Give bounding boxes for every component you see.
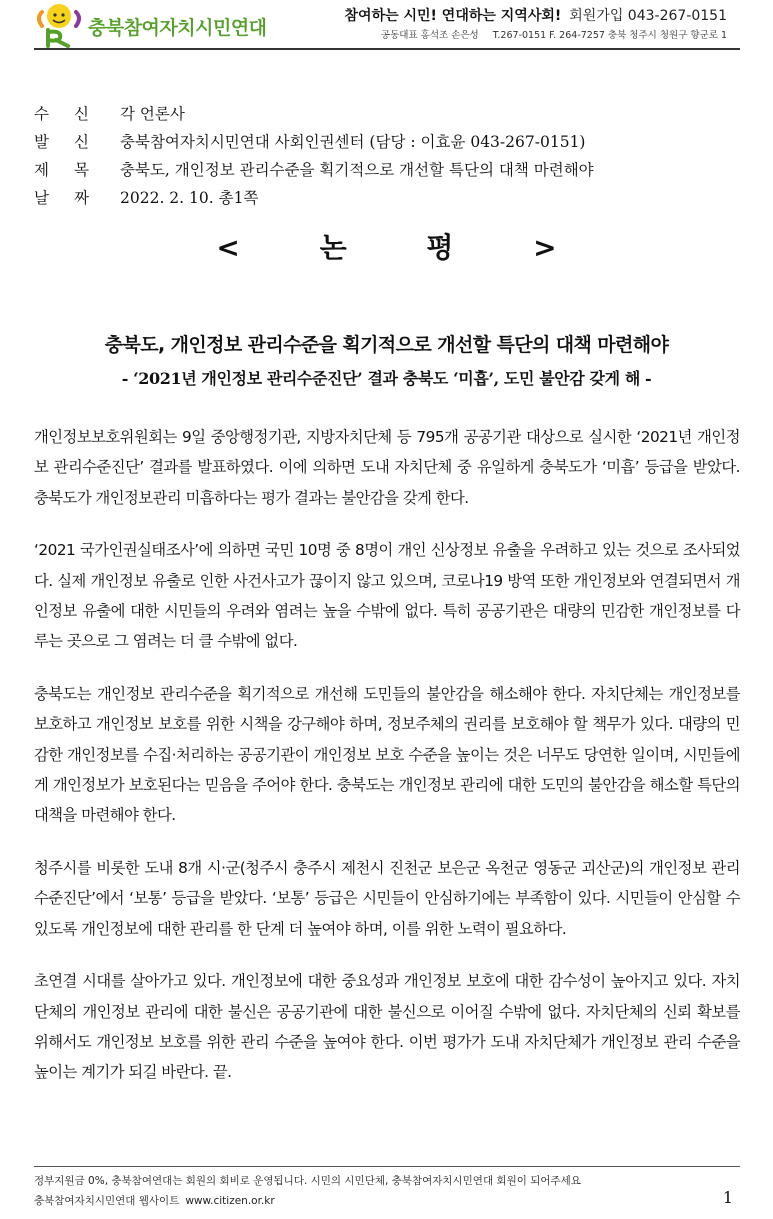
paragraph: 충북도는 개인정보 관리수준을 획기적으로 개선해 도민들의 불안감을 해소해야 한다. 자치단체는 개인정보를 보호하고 개인정보 보호를 위한 시책을 강구해야 하며, 정보주체의 권리를 보호해야 할 책무가 있다. 대량의 민감한 개인정보를 수집·처리하는 공공기관이 개인정보 보호 수준을 높이는 것은 너무도 당연한 일이며, 시민들에게 개인정보가 보호된다는 믿음을 주어야 한다. 충북도는 개인정보 관리에 대한 도민의 불안감을 해소할 특단의 대책을 마련해야 한다. <box>34 684 740 825</box>
meta-row-subject <box>34 156 594 184</box>
footer-divider <box>34 1166 740 1167</box>
paragraph: ‘2021 국가인권실태조사’에 의하면 국민 10명 중 8명이 개인 신상정보 유출을 우려하고 있는 것으로 조사되었다. 실제 개인정보 유출로 인한 사건사고가 끊이지 않고 있으며, 코로나19 방역 또한 개인정보와 연결되면서 개인정보 유출에 대한 시민들의 우려와 염려는 높을 수밖에 없다. 특히 공공기관은 대량의 민감한 개인정보를 다루는 곳으로 그 염려는 더 클 수밖에 없다. <box>34 541 740 651</box>
meta-key: 날 <box>34 189 49 207</box>
member-info: 회원가입 043-267-0151 <box>569 8 727 24</box>
meta-key: 수 <box>34 105 49 123</box>
document-type-heading <box>0 226 773 266</box>
meta-key: 발 <box>34 133 49 151</box>
contact-line <box>381 27 727 41</box>
meta-value-recipient: 각 언론사 <box>120 105 185 123</box>
meta-key: 목 <box>74 161 89 179</box>
paragraph: 청주시를 비롯한 도내 8개 시·군(청주시 충주시 제천시 진천군 보은군 옥천군 영동군 괴산군)의 개인정보 관리수준진단’에서 ‘보통’ 등급을 받았다. ‘보통’ 등급은 시민들이 안심하기에는 부족함이 있다. 시민들이 안심할 수 있도록 개인정보에 대한 관리를 한 단계 더 높여야 하며, 이를 위한 노력이 필요하다. <box>34 858 740 938</box>
paragraph: 개인정보보호위원회는 9일 중앙행정기관, 지방자치단체 등 795개 공공기관 대상으로 실시한 ‘2021년 개인정보 관리수준진단’ 결과를 발표하였다. 이에 의하면 도내 자치단체 중 유일하게 충북도가 ‘미흡’ 등급을 받았다. 충북도가 개인정보관리 미흡하다는 평가 결과는 불안감을 갖게 한다. <box>34 428 740 507</box>
page-number: 1 <box>722 1188 733 1207</box>
paragraph: 초연결 시대를 살아가고 있다. 개인정보에 대한 중요성과 개인정보 보호에 대한 감수성이 높아지고 있다. 자치단체의 개인정보 관리에 대한 불신은 공공기관에 대한 불신으로 이어질 수밖에 없다. 자치단체의 신뢰 확보를 위해서도 개인정보 보호를 위한 관리 수준을 높여야 한다. 이번 평가가 도내 자치단체가 개인정보 관리 수준을 높이는 계기가 되길 바란다. 끝. <box>34 972 740 1082</box>
org-name: 충북참여자치시민연대 <box>88 17 267 39</box>
meta-row-recipient <box>34 100 594 128</box>
slogan-line <box>345 5 727 25</box>
letterhead <box>0 0 773 50</box>
meta-key: 신 <box>74 105 89 123</box>
contact-info: T.267-0151 F. 264-7257 충북 청주시 청원구 향군로 1 <box>492 30 727 41</box>
doc-type-text: < 논 평 > <box>216 231 557 264</box>
meta-row-date <box>34 184 594 212</box>
page-subtitle: - ‘2021년 개인정보 관리수준진단’ 결과 충북도 ‘미흡’, 도민 불안감 갖게 해 - <box>121 369 652 388</box>
slogan: 참여하는 시민! 연대하는 지역사회! <box>344 8 562 24</box>
meta-key: 제 <box>34 161 49 179</box>
body-text <box>34 422 740 1110</box>
document-meta <box>34 100 594 212</box>
footer-website <box>34 1193 275 1208</box>
meta-value-sender: 충북참여자치시민연대 사회인권센터 (담당 : 이효윤 043-267-0151) <box>120 133 586 151</box>
meta-value-subject: 충북도, 개인정보 관리수준을 획기적으로 개선할 특단의 대책 마련해야 <box>120 161 594 179</box>
meta-value-date: 2022. 2. 10. 총1쪽 <box>120 189 259 207</box>
meta-key: 짜 <box>74 189 89 207</box>
header-divider <box>34 48 740 50</box>
footer-notice: 정부지원금 0%, 충북참여연대는 회원의 회비로 운영됩니다. 시민의 시민단체, 충북참여자치시민연대 회원이 되어주세요 <box>34 1175 581 1187</box>
meta-row-sender <box>34 128 594 156</box>
org-logo-icon <box>34 2 84 48</box>
meta-key: 신 <box>74 133 89 151</box>
representatives: 공동대표 홍석조 손은성 <box>380 30 479 41</box>
page-title: 충북도, 개인정보 관리수준을 획기적으로 개선할 특단의 대책 마련해야 <box>104 334 669 356</box>
footer-website-label: 충북참여자치시민연대 웹사이트 <box>34 1195 180 1207</box>
website-link[interactable]: www.citizen.or.kr <box>185 1195 275 1207</box>
